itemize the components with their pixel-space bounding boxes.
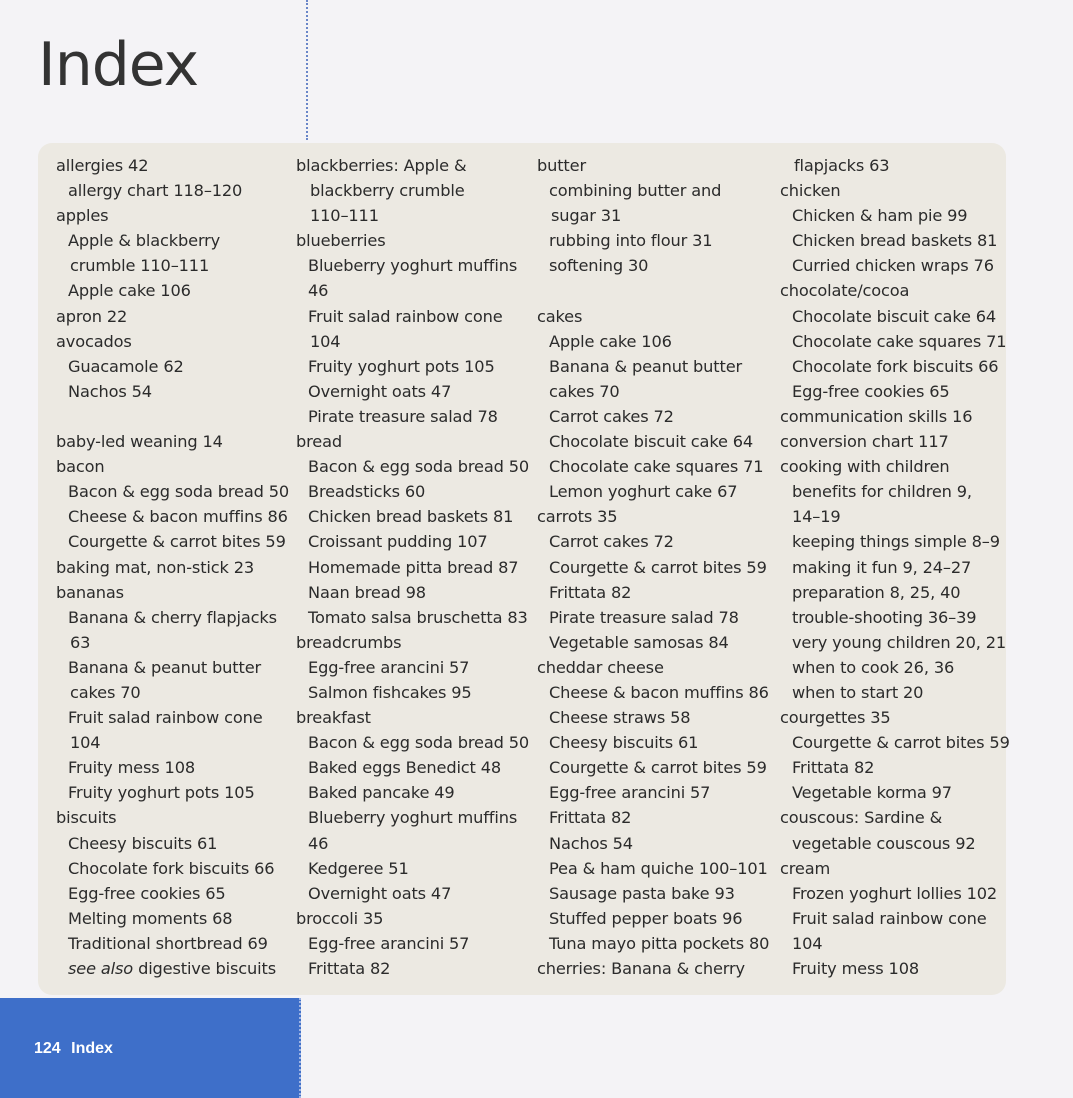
index-subentry (537, 805, 769, 830)
index-entry-text: Apple cake 106 (549, 331, 672, 351)
index-entry-text: 104 (792, 933, 823, 953)
index-entry-text: Courgette & carrot bites 59 (68, 532, 286, 552)
index-entry-text: when to cook 26, 36 (792, 657, 955, 677)
index-subentry (56, 504, 288, 529)
index-subentry (537, 429, 769, 454)
index-entry-text: apron 22 (56, 306, 128, 326)
index-entry-text: sugar 31 (551, 206, 622, 226)
index-entry-text: Guacamole 62 (68, 356, 184, 376)
see-also-prefix: see also (68, 959, 134, 978)
index-entry-text: Courgette & carrot bites 59 (792, 733, 1010, 753)
index-entry-text: cream (780, 858, 831, 878)
index-subentry (780, 253, 1012, 278)
index-entry-text: Salmon fishcakes 95 (308, 682, 472, 702)
index-subentry (296, 479, 528, 504)
index-subentry (56, 354, 288, 379)
index-subentry (537, 705, 769, 730)
index-subentry (537, 630, 769, 655)
index-entry-text: Kedgeree 51 (308, 858, 409, 878)
index-entry-text: digestive biscuits (138, 959, 276, 978)
index-subentry (296, 329, 528, 354)
index-entry (780, 856, 1012, 881)
index-subentry (780, 755, 1012, 780)
index-subentry (296, 454, 528, 479)
index-entry-text: Chicken bread baskets 81 (792, 231, 998, 251)
index-entry-text: Courgette & carrot bites 59 (549, 758, 767, 778)
index-subentry (296, 580, 528, 605)
index-entry-text: blackberry crumble (310, 181, 465, 201)
index-spacer (56, 404, 288, 429)
index-subentry (780, 730, 1012, 755)
index-entry-text: 63 (70, 632, 91, 652)
index-entry-text: Tomato salsa bruschetta 83 (308, 607, 528, 627)
index-subentry (537, 354, 769, 379)
index-entry-text: Vegetable samosas 84 (549, 632, 729, 652)
index-entry-text: Chocolate biscuit cake 64 (549, 432, 754, 452)
index-subentry (780, 504, 1012, 529)
index-subentry (296, 755, 528, 780)
index-entry (537, 504, 769, 529)
index-entry (56, 580, 288, 605)
index-entry-text: Overnight oats 47 (308, 883, 452, 903)
index-entry-text: Breadsticks 60 (308, 482, 426, 502)
index-entry-text: Pirate treasure salad 78 (308, 406, 498, 426)
index-subentry (537, 555, 769, 580)
index-entry-text: biscuits (56, 808, 117, 828)
index-entry-text: Cheese & bacon muffins 86 (68, 507, 288, 527)
index-entry-text: bananas (56, 582, 124, 602)
index-entry-text: Cheesy biscuits 61 (68, 833, 218, 853)
index-subentry (780, 228, 1012, 253)
index-entry-text: when to start 20 (792, 682, 924, 702)
index-subentry (56, 479, 288, 504)
index-column-2 (296, 153, 528, 981)
index-subentry (296, 805, 528, 830)
index-entry-text: Banana & peanut butter (549, 356, 743, 376)
index-entry (780, 278, 1012, 303)
index-subentry (296, 354, 528, 379)
index-subentry (780, 379, 1012, 404)
index-entry-text: Egg-free cookies 65 (68, 883, 226, 903)
index-entry (537, 956, 769, 981)
index-subentry (56, 178, 288, 203)
index-subentry (780, 956, 1012, 981)
index-subentry (780, 203, 1012, 228)
index-entry-text: cheddar cheese (537, 657, 664, 677)
index-subentry (296, 178, 528, 203)
index-entry (296, 630, 528, 655)
index-entry-text: Bacon & egg soda bread 50 (308, 733, 530, 753)
index-subentry (537, 580, 769, 605)
index-entry-text: carrots 35 (537, 507, 618, 527)
index-subentry (780, 153, 1012, 178)
index-entry-text: Chicken bread baskets 81 (308, 507, 514, 527)
index-subentry (56, 755, 288, 780)
index-entry (56, 555, 288, 580)
index-entry-text: breadcrumbs (296, 632, 402, 652)
index-subentry (56, 529, 288, 554)
index-entry-text: baking mat, non-stick 23 (56, 557, 255, 577)
index-entry-text: 104 (70, 733, 101, 753)
index-entry-text: Homemade pitta bread 87 (308, 557, 519, 577)
index-entry (56, 304, 288, 329)
index-entry-text: butter (537, 156, 586, 175)
index-subentry (296, 655, 528, 680)
index-entry-text: breakfast (296, 708, 371, 728)
index-entry-text: Blueberry yoghurt muffins (308, 808, 518, 828)
index-entry-text: apples (56, 206, 109, 226)
index-subentry (537, 454, 769, 479)
index-entry-text: flapjacks 63 (794, 156, 890, 175)
index-entry-text: broccoli 35 (296, 908, 384, 928)
index-entry-text: 14–19 (792, 507, 841, 527)
index-entry-text: Apple cake 106 (68, 281, 191, 301)
index-entry-text: Banana & cherry flapjacks (68, 607, 277, 627)
index-subentry (56, 655, 288, 680)
index-entry-text: Bacon & egg soda bread 50 (308, 457, 530, 477)
index-entry-text: baby-led weaning 14 (56, 432, 223, 452)
index-entry-text: Melting moments 68 (68, 908, 233, 928)
index-subentry (537, 755, 769, 780)
index-subentry (56, 780, 288, 805)
index-entry-text: vegetable couscous 92 (792, 833, 976, 853)
index-entry-text: Fruit salad rainbow cone (792, 908, 987, 928)
index-subentry (296, 831, 528, 856)
index-subentry (56, 831, 288, 856)
index-entry-text: Chocolate cake squares 71 (549, 457, 764, 477)
index-subentry (780, 655, 1012, 680)
index-subentry (296, 253, 528, 278)
index-subentry (296, 203, 528, 228)
index-entry-text: cakes 70 (549, 381, 620, 401)
index-subentry (56, 680, 288, 705)
index-entry (296, 228, 528, 253)
index-subentry (56, 856, 288, 881)
index-entry (56, 153, 288, 178)
index-subentry (537, 379, 769, 404)
index-subentry (296, 780, 528, 805)
index-subentry (56, 228, 288, 253)
index-subentry (780, 831, 1012, 856)
index-entry-text: Chocolate fork biscuits 66 (792, 356, 999, 376)
index-entry-text: Pirate treasure salad 78 (549, 607, 739, 627)
index-entry-text: cherries: Banana & cherry (537, 959, 745, 978)
index-entry-text: Baked eggs Benedict 48 (308, 758, 502, 778)
index-subentry (296, 680, 528, 705)
index-entry (56, 805, 288, 830)
index-entry-text: Blueberry yoghurt muffins (308, 256, 518, 276)
index-subentry (780, 479, 1012, 504)
index-entry-text: Bacon & egg soda bread 50 (68, 482, 290, 502)
index-subentry (780, 906, 1012, 931)
index-spacer (537, 278, 769, 303)
index-entry-text: Fruity mess 108 (792, 959, 920, 978)
index-subentry (780, 881, 1012, 906)
index-entry-text: Egg-free arancini 57 (549, 783, 711, 803)
index-entry-text: Pea & ham quiche 100–101 (549, 858, 768, 878)
index-entry-text: courgettes 35 (780, 708, 891, 728)
index-subentry (296, 605, 528, 630)
index-entry-text: Lemon yoghurt cake 67 (549, 482, 738, 502)
index-entry-text: Cheesy biscuits 61 (549, 733, 699, 753)
index-entry-text: allergies 42 (56, 156, 149, 175)
index-subentry (56, 278, 288, 303)
index-subentry (56, 730, 288, 755)
index-entry (56, 329, 288, 354)
index-subentry (537, 203, 769, 228)
index-entry-text: Courgette & carrot bites 59 (549, 557, 767, 577)
index-entry-text: Fruity yoghurt pots 105 (308, 356, 495, 376)
index-subentry (780, 931, 1012, 956)
index-entry-text: Frozen yoghurt lollies 102 (792, 883, 998, 903)
index-subentry (537, 881, 769, 906)
index-entry (780, 404, 1012, 429)
index-subentry (537, 178, 769, 203)
index-entry-text: crumble 110–111 (70, 256, 210, 276)
index-entry-text: Egg-free arancini 57 (308, 933, 470, 953)
index-column-4 (780, 153, 1012, 981)
index-subentry (537, 253, 769, 278)
index-entry-text: chicken (780, 181, 841, 201)
index-entry-text: Egg-free arancini 57 (308, 657, 470, 677)
section-label: Index (71, 1040, 113, 1057)
index-subentry (296, 278, 528, 303)
index-entry-text: Frittata 82 (549, 582, 632, 602)
index-entry-text: 104 (310, 331, 341, 351)
index-entry-text: Fruit salad rainbow cone (308, 306, 503, 326)
index-subentry (56, 931, 288, 956)
index-entry-text: Cheese & bacon muffins 86 (549, 682, 769, 702)
index-entry-text: Frittata 82 (549, 808, 632, 828)
index-entry-text: 110–111 (310, 206, 379, 226)
index-subentry (780, 605, 1012, 630)
index-entry-text: benefits for children 9, (792, 482, 972, 502)
index-entry-text: couscous: Sardine & (780, 808, 943, 828)
index-subentry (537, 856, 769, 881)
index-subentry (537, 730, 769, 755)
index-subentry (780, 555, 1012, 580)
index-entry-text: Banana & peanut butter (68, 657, 262, 677)
index-subentry (537, 931, 769, 956)
page-number: 124 (34, 1040, 61, 1057)
index-entry-text: 46 (308, 281, 329, 301)
index-entry-text: cakes (537, 306, 583, 326)
index-subentry (537, 228, 769, 253)
index-subentry (296, 555, 528, 580)
index-subentry (296, 931, 528, 956)
index-subentry (537, 529, 769, 554)
index-subentry (56, 605, 288, 630)
index-subentry (537, 680, 769, 705)
index-entry-text: Chicken & ham pie 99 (792, 206, 968, 226)
index-entry (537, 153, 769, 178)
index-subentry (537, 479, 769, 504)
index-entry-text: Overnight oats 47 (308, 381, 452, 401)
index-subentry (296, 956, 528, 981)
index-subentry (296, 379, 528, 404)
index-entry-text: Cheese straws 58 (549, 708, 691, 728)
index-entry (537, 304, 769, 329)
index-entry-text: blueberries (296, 231, 386, 251)
index-entry-text: Fruit salad rainbow cone (68, 708, 263, 728)
index-subentry (780, 780, 1012, 805)
index-entry-text: Croissant pudding 107 (308, 532, 488, 552)
index-entry-text: Chocolate cake squares 71 (792, 331, 1007, 351)
index-entry-text: bacon (56, 457, 105, 477)
index-entry (56, 429, 288, 454)
index-entry-text: Nachos 54 (549, 833, 633, 853)
index-entry (780, 429, 1012, 454)
index-subentry (296, 856, 528, 881)
index-subentry (296, 730, 528, 755)
index-entry-text: Naan bread 98 (308, 582, 426, 602)
index-subentry (56, 906, 288, 931)
index-entry-text: combining butter and (549, 181, 722, 201)
index-subentry (537, 605, 769, 630)
index-subentry (537, 329, 769, 354)
index-entry-text: avocados (56, 331, 132, 351)
index-entry-text: Egg-free cookies 65 (792, 381, 950, 401)
index-entry-text: Tuna mayo pitta pockets 80 (549, 933, 770, 953)
index-subentry (537, 404, 769, 429)
index-subentry (56, 379, 288, 404)
index-entry-text: Frittata 82 (308, 959, 391, 978)
index-entry-text: Baked pancake 49 (308, 783, 455, 803)
index-entry-text: bread (296, 432, 342, 452)
index-entry-text: Apple & blackberry (68, 231, 221, 251)
index-entry-text: making it fun 9, 24–27 (792, 557, 972, 577)
index-subentry (780, 580, 1012, 605)
index-entry (296, 153, 528, 178)
index-entry (537, 655, 769, 680)
index-subentry (780, 304, 1012, 329)
index-subentry (537, 906, 769, 931)
index-entry-text: cooking with children (780, 457, 950, 477)
index-subentry (296, 529, 528, 554)
page-fold-line (306, 0, 308, 140)
index-entry-text: Stuffed pepper boats 96 (549, 908, 743, 928)
index-entry-text: softening 30 (549, 256, 649, 276)
index-entry-text: preparation 8, 25, 40 (792, 582, 961, 602)
index-entry-text: Chocolate biscuit cake 64 (792, 306, 997, 326)
index-entry (296, 705, 528, 730)
index-subentry (780, 680, 1012, 705)
index-entry-text: Fruity mess 108 (68, 758, 196, 778)
page-fold-line-bottom (299, 998, 301, 1098)
index-entry-text: Sausage pasta bake 93 (549, 883, 735, 903)
index-entry-text: conversion chart 117 (780, 432, 949, 452)
index-subentry (296, 404, 528, 429)
index-entry-text: Fruity yoghurt pots 105 (68, 783, 255, 803)
index-subentry (56, 705, 288, 730)
index-entry-text: 46 (308, 833, 329, 853)
index-entry-text: trouble-shooting 36–39 (792, 607, 977, 627)
index-subentry (296, 504, 528, 529)
index-subentry (780, 354, 1012, 379)
index-entry (780, 178, 1012, 203)
index-entry-text: allergy chart 118–120 (68, 181, 243, 201)
index-entry (56, 454, 288, 479)
page-title: Index (38, 30, 199, 100)
index-column-1 (56, 153, 288, 981)
index-entry-text: Vegetable korma 97 (792, 783, 952, 803)
index-subentry (296, 304, 528, 329)
index-entry-text: very young children 20, 21 (792, 632, 1007, 652)
index-entry-text: Chocolate fork biscuits 66 (68, 858, 275, 878)
index-subentry (296, 881, 528, 906)
index-subentry (56, 956, 288, 981)
index-entry-text: Nachos 54 (68, 381, 152, 401)
index-entry (780, 705, 1012, 730)
index-entry (56, 203, 288, 228)
index-entry (780, 454, 1012, 479)
index-subentry (780, 329, 1012, 354)
index-column-3 (537, 153, 769, 981)
index-subentry (537, 780, 769, 805)
index-entry (296, 906, 528, 931)
index-entry-text: rubbing into flour 31 (549, 231, 713, 251)
index-entry-text: blackberries: Apple & (296, 156, 467, 175)
footer-label (34, 1040, 119, 1058)
index-entry-text: Frittata 82 (792, 758, 875, 778)
index-subentry (780, 630, 1012, 655)
index-subentry (56, 630, 288, 655)
index-entry-text: communication skills 16 (780, 406, 973, 426)
index-subentry (56, 881, 288, 906)
index-subentry (56, 253, 288, 278)
index-entry (296, 429, 528, 454)
index-subentry (537, 831, 769, 856)
index-entry-text: keeping things simple 8–9 (792, 532, 1000, 552)
index-entry-text: Carrot cakes 72 (549, 532, 674, 552)
index-entry-text: Carrot cakes 72 (549, 406, 674, 426)
index-entry (780, 805, 1012, 830)
index-entry-text: chocolate/cocoa (780, 281, 910, 301)
index-subentry (780, 529, 1012, 554)
index-entry-text: Curried chicken wraps 76 (792, 256, 994, 276)
index-entry-text: Traditional shortbread 69 (68, 933, 268, 953)
index-entry-text: cakes 70 (70, 682, 141, 702)
